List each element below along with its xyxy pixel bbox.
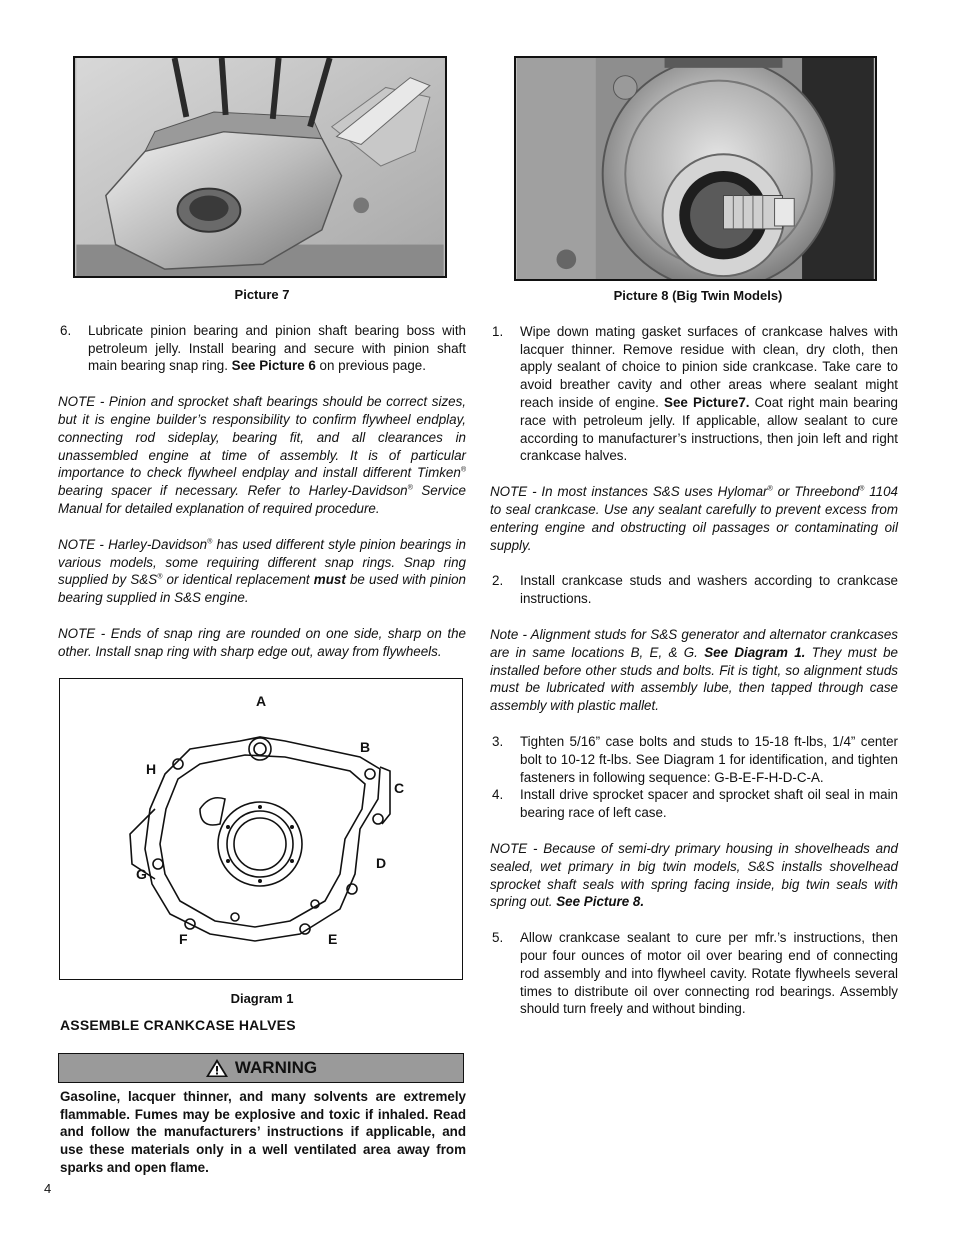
note-snap-ring-ends: NOTE - Ends of snap ring are rounded on one side, sharp on the other. Install snap ring with sharp edge out, away from flywheels.: [58, 625, 466, 659]
page-number: 4: [44, 1181, 52, 1196]
diagram-label-b: B: [360, 738, 371, 755]
picture-8-photo: [514, 56, 877, 281]
picture-7-photo: [73, 56, 447, 278]
step-4-number: 4.: [492, 787, 504, 803]
diagram-label-e: E: [328, 930, 338, 947]
diagram-label-h: H: [146, 760, 157, 777]
step-1-reference: See Picture7.: [664, 394, 750, 410]
step-5-text: Allow crankcase sealant to cure per mfr.’s instructions, then pour four ounces of motor oil over bearing end of connecting rod assembly and into flywheel cavity. Rotate flywheels several times to distribute oil over connecting rod bearings. Assembly should turn freely and without binding.: [520, 930, 898, 1017]
step-1-tail: Coat right main bearing race with petroleum jelly. If applicable, allow sealant to cure according to manufacturer’s instructions, then join left and right crankcase halves.: [520, 394, 898, 464]
note-text: or identical replacement: [162, 572, 314, 588]
step-2: [490, 572, 898, 608]
note-text: be used with pinion bearing supplied in S&S engine.: [58, 572, 466, 606]
step-6: [58, 322, 466, 375]
note-text: bearing spacer if necessary. Refer to Harley-Davidson: [58, 483, 408, 499]
note-text: They must be installed before other studs and bolts. Fit is tight, so alignment studs must be lubricated with assembly lube, then tapped through case assembly with plastic mallet.: [490, 644, 898, 714]
registered-mark: ®: [859, 485, 865, 493]
step-3-text: Tighten 5/16” case bolts and studs to 15-18 ft-lbs, 1/4” center bolt to 10-12 ft-lbs. See Diagram 1 for identification, and tighten fasteners in following sequence: G-B-E-F-H-D-C-A.: [520, 733, 898, 785]
diagram-label-g: G: [136, 865, 147, 882]
registered-mark: ®: [407, 484, 413, 492]
step-6-text: Lubricate pinion bearing and pinion shaft bearing boss with petroleum jelly. Install bearing and secure with pinion shaft main bearing snap ring.: [88, 322, 466, 374]
note-text: NOTE - Pinion and sprocket shaft bearings should be correct sizes, but it is engine builder’s responsibility to confirm flywheel endplay, connecting rod sideplay, bearing fit, and all clearances in unassembled engine at time of assembly. It is of particular importance to check flywheel endplay and install different Timken: [58, 394, 466, 481]
registered-mark: ®: [460, 466, 466, 474]
note-reference: See Diagram 1.: [704, 644, 806, 660]
warning-banner: [58, 1053, 464, 1083]
warning-title: WARNING: [234, 1058, 318, 1078]
note-text: Note - Alignment studs for S&S generator and alternator crankcases are in same locations B, E, & G.: [490, 626, 898, 660]
picture-8-caption: Picture 8 (Big Twin Models): [613, 288, 783, 303]
warning-text: Gasoline, lacquer thinner, and many solvents are extremely flammable. Fumes may be explosive and toxic if inhaled. Read and follow the manufacturers’ instructions if applicable, and use these materials only in a well ventilated area away from sparks and open flame.: [60, 1089, 466, 1175]
step-5-number: 5.: [492, 930, 504, 946]
right-column: [490, 56, 898, 1018]
note-bearing-sizes: [58, 393, 466, 518]
step-3: [490, 733, 898, 786]
note-text: or Threebond: [772, 484, 860, 500]
note-text: Service Manual for detailed explanation of required procedure.: [58, 483, 466, 516]
note-text: NOTE - Because of semi-dry primary housing in shovelheads and sealed, wet primary in big twin models, S&S installs shovelhead sprocket shaft seals with spring facing inside, big twin seals with spring out.: [490, 840, 898, 910]
step-1-text: Wipe down mating gasket surfaces of crankcase halves with lacquer thinner. Remove residue with clean, dry cloth, then apply sealant of choice to pinion side crankcase. Take care to avoid breather cavity and other areas where sealant might reach inside of engine.: [520, 323, 898, 410]
step-3-number: 3.: [492, 733, 504, 749]
registered-mark: ®: [207, 538, 213, 546]
left-column: [58, 56, 466, 1176]
note-text: 1104 to seal crankcase. Use any sealant carefully to prevent excess from entering engine and obstructing oil passages or contaminating oil supply.: [490, 484, 899, 553]
note-alignment-studs: [490, 626, 898, 715]
note-text: has used different style pinion bearings in various models, some requiring different snap rings. Snap ring supplied by S&S: [58, 536, 466, 588]
registered-mark: ®: [157, 573, 163, 581]
sprocket-shaft-seal-photo: [516, 58, 875, 279]
note-sealant: [490, 483, 898, 554]
step-5: [490, 929, 898, 1018]
diagram-label-f: F: [179, 930, 188, 947]
warning-triangle-icon: [205, 1058, 229, 1078]
step-6-reference: See Picture 6: [231, 358, 316, 374]
step-4-text: Install drive sprocket spacer and sprocket shaft oil seal in main bearing race of left case.: [520, 787, 898, 821]
section-title-assemble: ASSEMBLE CRANKCASE HALVES: [60, 1017, 296, 1034]
note-snap-rings: [58, 536, 466, 607]
step-2-number: 2.: [492, 573, 504, 589]
diagram-1: [59, 678, 463, 980]
crankcase-sealant-photo: [75, 58, 445, 276]
diagram-label-c: C: [394, 779, 405, 796]
note-reference: See Picture 8.: [556, 894, 645, 910]
note-primary-seals: [490, 840, 898, 911]
picture-7-caption: Picture 7: [234, 287, 290, 302]
note-text: NOTE - In most instances S&S uses Hylomar: [490, 484, 768, 500]
emphasis-must: must: [313, 572, 346, 588]
diagram-1-caption: Diagram 1: [230, 990, 294, 1006]
step-4: [490, 786, 898, 822]
diagram-label-d: D: [376, 854, 387, 871]
registered-mark: ®: [767, 485, 773, 493]
step-6-tail: on previous page.: [315, 358, 426, 374]
step-1-number: 1.: [492, 323, 504, 339]
crankcase-fastener-diagram: [60, 679, 462, 979]
diagram-label-a: A: [256, 692, 267, 709]
note-text: NOTE - Harley-Davidson: [58, 536, 208, 552]
step-2-text: Install crankcase studs and washers according to crankcase instructions.: [520, 573, 898, 607]
step-1: [490, 323, 898, 465]
step-6-number: 6.: [60, 322, 72, 338]
